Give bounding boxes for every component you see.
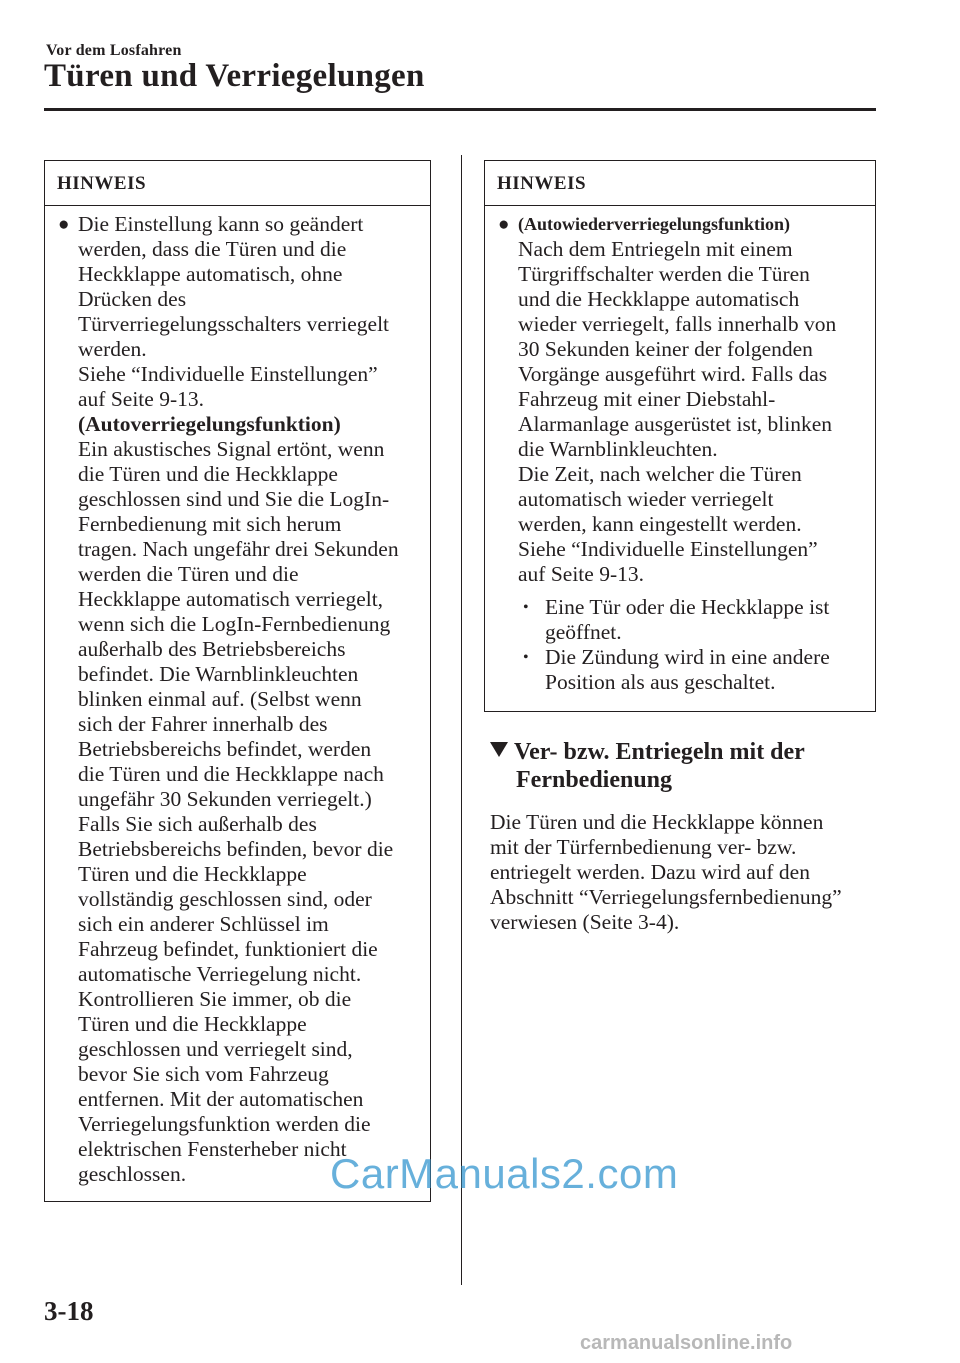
- sub-line: Position als aus geschaltet.: [545, 670, 776, 694]
- body-paragraph: [490, 810, 875, 935]
- body-line: entriegelt werden. Dazu wird auf den: [490, 860, 810, 884]
- note-line: Alarmanlage ausgerüstet ist, blinken: [518, 412, 833, 436]
- note-line: Betriebsbereichs befindet, werden: [78, 737, 372, 761]
- note-line: tragen. Nach ungefähr drei Sekunden: [78, 537, 399, 561]
- title-rule: [44, 108, 876, 111]
- note-line: sich ein anderer Schlüssel im: [78, 912, 329, 936]
- note-bold-line: (Autowiederverriegelungsfunktion): [518, 214, 790, 234]
- note-line: Heckklappe automatisch, ohne: [78, 262, 343, 286]
- note-heading: HINWEIS: [485, 161, 875, 206]
- note-line: Die Einstellung kann so geändert: [78, 212, 364, 236]
- body-line: verwiesen (Seite 3-4).: [490, 910, 680, 934]
- note-line: wieder verriegelt, falls innerhalb von: [518, 312, 837, 336]
- note-line: werden.: [78, 337, 147, 361]
- note-body: [45, 206, 430, 1197]
- note-line: Die Zeit, nach welcher die Türen: [518, 462, 802, 486]
- note-line: befindet. Die Warnblinkleuchten: [78, 662, 359, 686]
- note-line: Siehe “Individuelle Einstellungen”: [78, 362, 378, 386]
- note-line: Betriebsbereichs befinden, bevor die: [78, 837, 394, 861]
- note-box-left: [44, 160, 431, 1202]
- note-line: vollständig geschlossen sind, oder: [78, 887, 372, 911]
- section-heading-line: Ver- bzw. Entriegeln mit der: [514, 739, 805, 765]
- sub-list: [518, 595, 867, 695]
- triangle-down-icon: [490, 742, 508, 757]
- note-line: werden die Türen und die: [78, 562, 299, 586]
- section-label: Vor dem Losfahren: [46, 42, 182, 59]
- note-line: außerhalb des Betriebsbereichs: [78, 637, 346, 661]
- note-line: werden, kann eingestellt werden.: [518, 512, 802, 536]
- note-line: geschlossen sind und Sie die LogIn-: [78, 487, 390, 511]
- note-line: 30 Sekunden keiner der folgenden: [518, 337, 813, 361]
- note-line: Fernbedienung mit sich herum: [78, 512, 342, 536]
- note-box-right: [484, 160, 876, 712]
- body-line: mit der Türfernbedienung ver- bzw.: [490, 835, 797, 859]
- bullet-icon: •: [523, 649, 529, 666]
- note-line: Drücken des: [78, 287, 187, 311]
- bullet-icon: ●: [58, 214, 70, 235]
- column-divider: [461, 155, 462, 1285]
- list-item: [497, 212, 867, 695]
- note-line: Heckklappe automatisch verriegelt,: [78, 587, 384, 611]
- list-item: [57, 212, 422, 1187]
- note-line: Ein akustisches Signal ertönt, wenn: [78, 437, 385, 461]
- sub-line: geöffnet.: [545, 620, 622, 644]
- note-line: Türen und die Heckklappe: [78, 1012, 307, 1036]
- note-line: Türen und die Heckklappe: [78, 862, 307, 886]
- note-line: blinken einmal auf. (Selbst wenn: [78, 687, 362, 711]
- note-line: elektrischen Fensterheber nicht: [78, 1137, 347, 1161]
- note-line: bevor Sie sich vom Fahrzeug: [78, 1062, 329, 1086]
- note-line: die Warnblinkleuchten.: [518, 437, 718, 461]
- note-line: Verriegelungsfunktion werden die: [78, 1112, 371, 1136]
- note-heading: HINWEIS: [45, 161, 430, 206]
- note-line: sich der Fahrer innerhalb des: [78, 712, 328, 736]
- note-line: Fahrzeug mit einer Diebstahl-: [518, 387, 776, 411]
- note-line: werden, dass die Türen und die: [78, 237, 347, 261]
- note-line: wenn sich die LogIn-Fernbedienung: [78, 612, 391, 636]
- bullet-icon: •: [523, 599, 529, 616]
- note-line: auf Seite 9-13.: [518, 562, 644, 586]
- note-line: geschlossen und verriegelt sind,: [78, 1037, 353, 1061]
- note-line: die Türen und die Heckklappe: [78, 462, 338, 486]
- note-line: Türverriegelungsschalters verriegelt: [78, 312, 390, 336]
- body-line: Die Türen und die Heckklappe können: [490, 810, 824, 834]
- bullet-icon: ●: [498, 214, 510, 235]
- note-line: auf Seite 9-13.: [78, 387, 204, 411]
- watermark: CarManuals2.com: [330, 1150, 679, 1197]
- body-line: Abschnitt “Verriegelungsfernbedienung”: [490, 885, 842, 909]
- page-number: 3-18: [44, 1296, 94, 1326]
- note-line: automatische Verriegelung nicht.: [78, 962, 362, 986]
- note-line: automatisch wieder verriegelt: [518, 487, 774, 511]
- sub-list-item: [518, 645, 867, 695]
- note-line: Vorgänge ausgeführt wird. Falls das: [518, 362, 828, 386]
- note-line: geschlossen.: [78, 1162, 187, 1186]
- sub-line: Die Zündung wird in eine andere: [545, 645, 830, 669]
- note-line: Kontrollieren Sie immer, ob die: [78, 987, 352, 1011]
- note-body: [485, 206, 875, 705]
- note-line: Falls Sie sich außerhalb des: [78, 812, 317, 836]
- sub-line: Eine Tür oder die Heckklappe ist: [545, 595, 830, 619]
- footer-watermark: carmanualsonline.info: [580, 1332, 793, 1354]
- note-line: Siehe “Individuelle Einstellungen”: [518, 537, 818, 561]
- section-heading-line: Fernbedienung: [516, 767, 673, 793]
- note-line: und die Heckklappe automatisch: [518, 287, 800, 311]
- note-line: Fahrzeug befindet, funktioniert die: [78, 937, 378, 961]
- note-line: Nach dem Entriegeln mit einem: [518, 237, 793, 261]
- note-line: die Türen und die Heckklappe nach: [78, 762, 384, 786]
- page-title: Türen und Verriegelungen: [44, 58, 425, 94]
- note-line: Türgriffschalter werden die Türen: [518, 262, 810, 286]
- sub-list-item: [518, 595, 867, 645]
- section-heading: [490, 738, 805, 794]
- note-line: ungefähr 30 Sekunden verriegelt.): [78, 787, 372, 811]
- note-line: entfernen. Mit der automatischen: [78, 1087, 364, 1111]
- note-bold-line: (Autoverriegelungsfunktion): [78, 412, 341, 436]
